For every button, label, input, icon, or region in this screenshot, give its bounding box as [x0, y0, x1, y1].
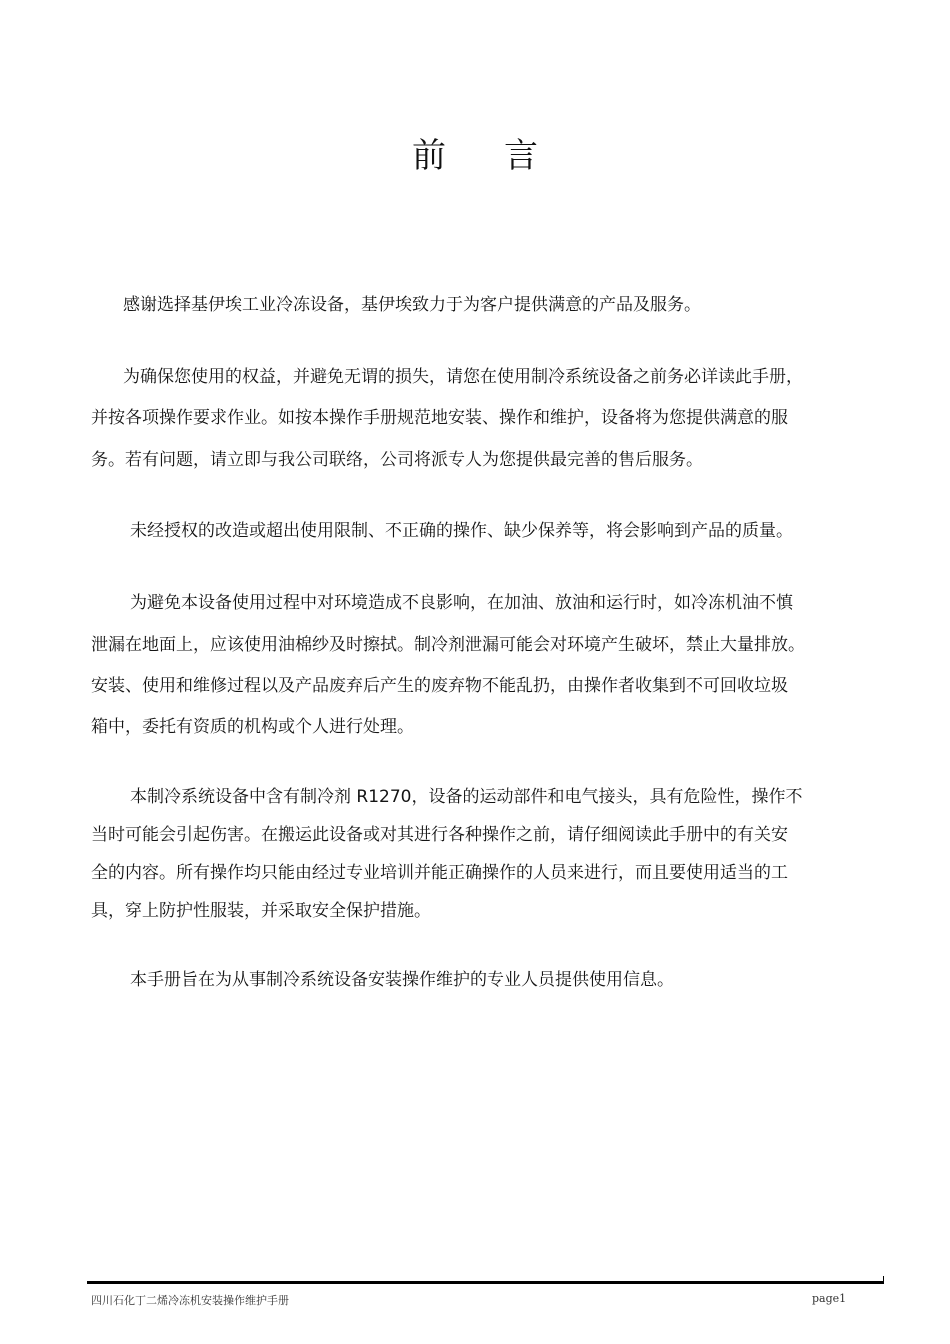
page-title-char-1: 前 — [412, 136, 446, 176]
paragraph-1-line-1: 感谢选择基伊埃工业冷冻设备，基伊埃致力于为客户提供满意的产品及服务。 — [123, 295, 701, 315]
footer-divider-tick — [883, 1276, 884, 1284]
paragraph-2-line-2: 并按各项操作要求作业。如按本操作手册规范地安装、操作和维护，设备将为您提供满意的服 — [91, 408, 788, 428]
paragraph-2-line-1: 为确保您使用的权益，并避免无谓的损失，请您在使用制冷系统设备之前务必详读此手册， — [123, 367, 803, 387]
paragraph-4-line-3: 安装、使用和维修过程以及产品废弃后产生的废弃物不能乱扔，由操作者收集到不可回收垃圾 — [91, 676, 788, 696]
footer-divider — [87, 1281, 883, 1284]
paragraph-4-line-2: 泄漏在地面上，应该使用油棉纱及时擦拭。制冷剂泄漏可能会对环境产生破坏，禁止大量排放。 — [91, 635, 805, 655]
paragraph-6-line-1: 本手册旨在为从事制冷系统设备安装操作维护的专业人员提供使用信息。 — [130, 970, 674, 990]
paragraph-5-line-2: 当时可能会引起伤害。在搬运此设备或对其进行各种操作之前，请仔细阅读此手册中的有关安 — [91, 825, 788, 845]
paragraph-5-line-4: 具，穿上防护性服装，并采取安全保护措施。 — [91, 901, 431, 921]
paragraph-4-line-1: 为避免本设备使用过程中对环境造成不良影响，在加油、放油和运行时，如冷冻机油不慎 — [130, 593, 793, 613]
footer-page-number: page1 — [812, 1292, 847, 1305]
footer-manual-title: 四川石化丁二烯冷冻机安装操作维护手册 — [91, 1294, 289, 1307]
page-title — [0, 128, 950, 177]
paragraph-4-line-4: 箱中，委托有资质的机构或个人进行处理。 — [91, 717, 414, 737]
paragraph-5-line-3: 全的内容。所有操作均只能由经过专业培训并能正确操作的人员来进行，而且要使用适当的工 — [91, 863, 788, 883]
paragraph-3-line-1: 未经授权的改造或超出使用限制、不正确的操作、缺少保养等，将会影响到产品的质量。 — [130, 521, 793, 541]
paragraph-5-line-1: 本制冷系统设备中含有制冷剂 R1270，设备的运动部件和电气接头，具有危险性，操作不 — [130, 787, 803, 807]
page-title-char-2: 言 — [504, 136, 538, 176]
paragraph-2-line-3: 务。若有问题，请立即与我公司联络，公司将派专人为您提供最完善的售后服务。 — [91, 450, 703, 470]
